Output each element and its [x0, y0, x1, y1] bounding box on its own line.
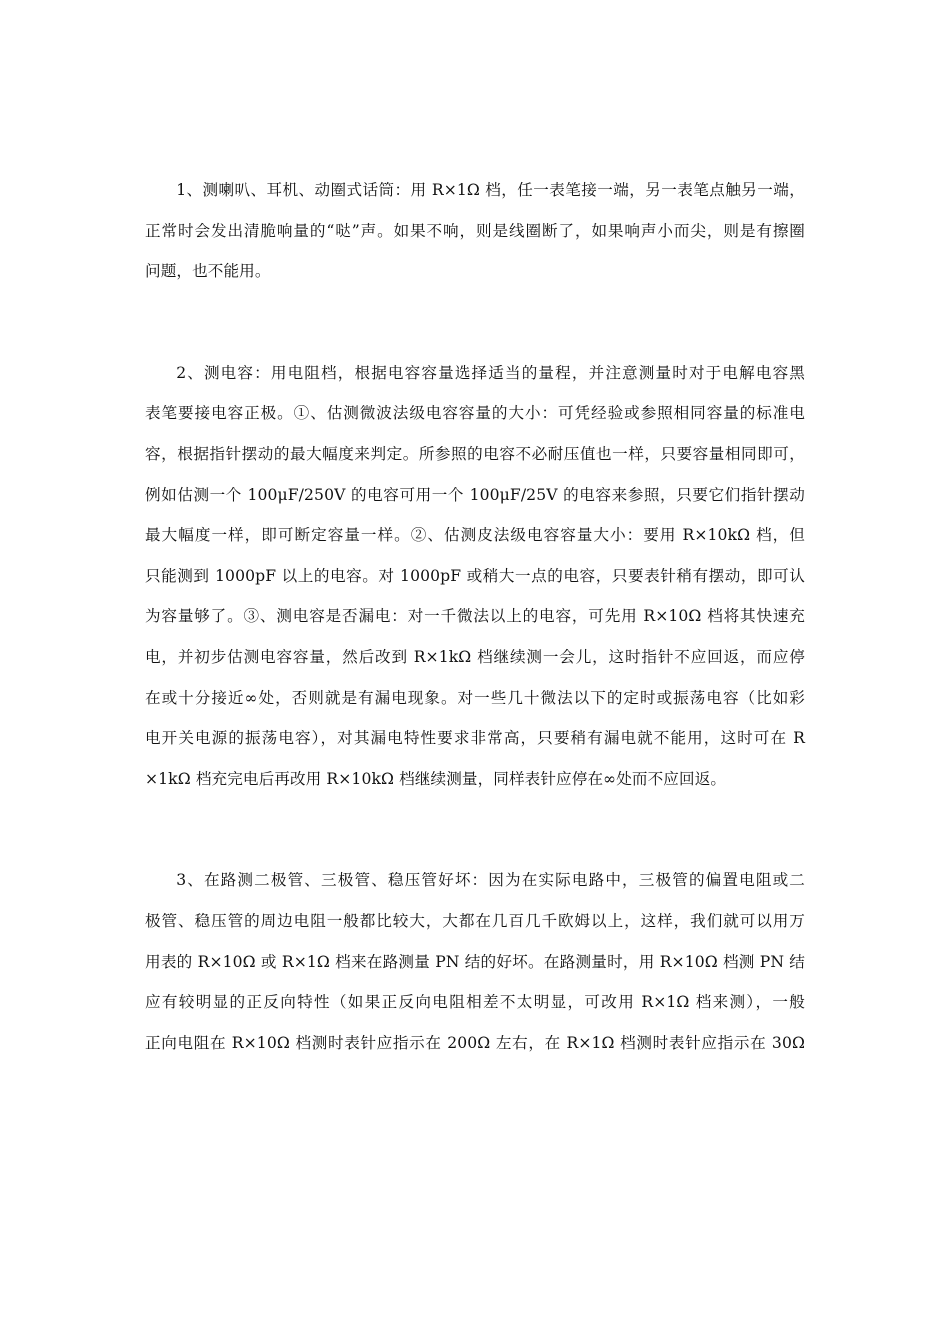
text-line: 电开关电源的振荡电容），对其漏电特性要求非常高，只要稍有漏电就不能用，这时可在 R — [145, 729, 805, 748]
paragraph-capacitor-test — [145, 353, 805, 800]
text-line: 例如估测一个 100μF/250V 的电容可用一个 100μF/25V 的电容来参照，只要它们指针摆动 — [145, 485, 805, 504]
text-line: 极管、稳压管的周边电阻一般都比较大，大都在几百几千欧姆以上，这样，我们就可以用万 — [145, 911, 805, 930]
text-line: 容，根据指针摆动的最大幅度来判定。所参照的电容不必耐压值也一样，只要容量相同即可， — [145, 444, 805, 463]
document-body — [145, 170, 805, 1063]
paragraph-speaker-test — [145, 170, 805, 292]
text-line: 1、测喇叭、耳机、动圈式话筒：用 R×1Ω 档，任一表笔接一端，另一表笔点触另一端， — [176, 181, 805, 199]
text-line: 只能测到 1000pF 以上的电容。对 1000pF 或稍大一点的电容，只要表针稍有摆动，即可认 — [145, 566, 805, 585]
text-line: 在或十分接近∞处，否则就是有漏电现象。对一些几十微法以下的定时或振荡电容（比如彩 — [145, 688, 805, 707]
text-line: 为容量够了。③、测电容是否漏电：对一千微法以上的电容，可先用 R×10Ω 档将其快速充 — [145, 607, 805, 626]
text-line: 最大幅度一样，即可断定容量一样。②、估测皮法级电容容量大小：要用 R×10kΩ 档，但 — [145, 526, 805, 545]
text-line: 电，并初步估测电容容量，然后改到 R×1kΩ 档继续测一会儿，这时指针不应回返，而应停 — [145, 647, 805, 666]
text-line: 2、测电容：用电阻档，根据电容容量选择适当的量程，并注意测量时对于电解电容黑 — [176, 363, 805, 382]
text-line: 正常时会发出清脆响量的“哒”声。如果不响，则是线圈断了，如果响声小而尖，则是有擦圈 — [145, 221, 805, 240]
text-line: 正向电阻在 R×10Ω 档测时表针应指示在 200Ω 左右，在 R×1Ω 档测时表针应指示在 30Ω — [145, 1033, 805, 1052]
text-line: 应有较明显的正反向特性（如果正反向电阻相差不太明显，可改用 R×1Ω 档来测），一般 — [145, 993, 805, 1012]
text-line: 用表的 R×10Ω 或 R×1Ω 档来在路测量 PN 结的好坏。在路测量时，用 R×10Ω 档测 PN 结 — [145, 952, 805, 971]
text-line: ×1kΩ 档充完电后再改用 R×10kΩ 档继续测量，同样表针应停在∞处而不应回返。 — [145, 769, 727, 788]
text-line: 表笔要接电容正极。①、估测微波法级电容容量的大小：可凭经验或参照相同容量的标准电 — [145, 404, 805, 423]
paragraph-diode-transistor-test — [145, 860, 805, 1063]
text-line: 问题，也不能用。 — [145, 262, 271, 281]
text-line: 3、在路测二极管、三极管、稳压管好坏：因为在实际电路中，三极管的偏置电阻或二 — [176, 871, 805, 890]
